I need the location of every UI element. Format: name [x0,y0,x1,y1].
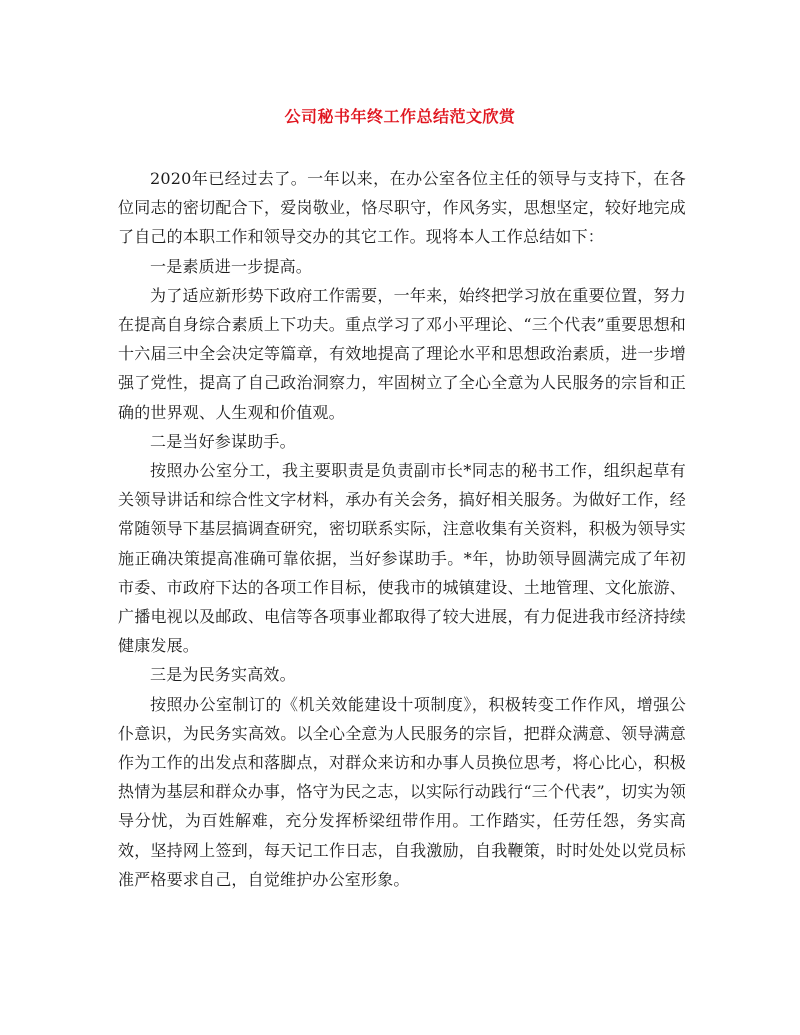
paragraph-advisor: 按照办公室分工，我主要职责是负责副市长*同志的秘书工作，组织起草有关领导讲话和综合性文字材料，承办有关会务，搞好相关服务。为做好工作，经常随领导下基层搞调查研究，密切联系实际，注意收集有关资料，积极为领导实施正确决策提高准确可靠依据，当好参谋助手。*年，协助领导圆满完成了年初市委、市政府下达的各项工作目标，使我市的城镇建设、土地管理、文化旅游、广播电视以及邮政、电信等各项事业都取得了较大进展，有力促进我市经济持续健康发展。 [118,461,686,656]
document-body [118,164,686,894]
section-heading-advisor: 二是当好参谋助手。 [150,431,296,451]
paragraph-quality: 为了适应新形势下政府工作需要，一年来，始终把学习放在重要位置，努力在提高自身综合素质上下功夫。重点学习了邓小平理论、“三个代表”重要思想和十六届三中全会决定等篇章，有效地提高了理论水平和思想政治素质，进一步增强了党性，提高了自己政治洞察力，牢固树立了全心全意为人民服务的宗旨和正确的世界观、人生观和价值观。 [118,285,686,422]
document-title: 公司秘书年终工作总结范文欣赏 [284,107,516,126]
section-heading-service: 三是为民务实高效。 [150,665,296,685]
paragraph-intro: 2020年已经过去了。一年以来，在办公室各位主任的领导与支持下，在各位同志的密切配合下，爱岗敬业，恪尽职守，作风务实，思想坚定，较好地完成了自己的本职工作和领导交办的其它工作。现将本人工作总结如下： [118,169,686,247]
section-heading-quality: 一是素质进一步提高。 [150,256,313,276]
paragraph-service: 按照办公室制订的《机关效能建设十项制度》，积极转变工作作风，增强公仆意识，为民务实高效。以全心全意为人民服务的宗旨，把群众满意、领导满意作为工作的出发点和落脚点，对群众来访和办事人员换位思考，将心比心，积极热情为基层和群众办事，恪守为民之志，以实际行动践行“三个代表”，切实为领导分忧，为百姓解难，充分发挥桥梁纽带作用。工作踏实，任劳任怨，务实高效，坚持网上签到，每天记工作日志，自我激励，自我鞭策，时时处处以党员标准严格要求自己，自觉维护办公室形象。 [118,694,686,889]
